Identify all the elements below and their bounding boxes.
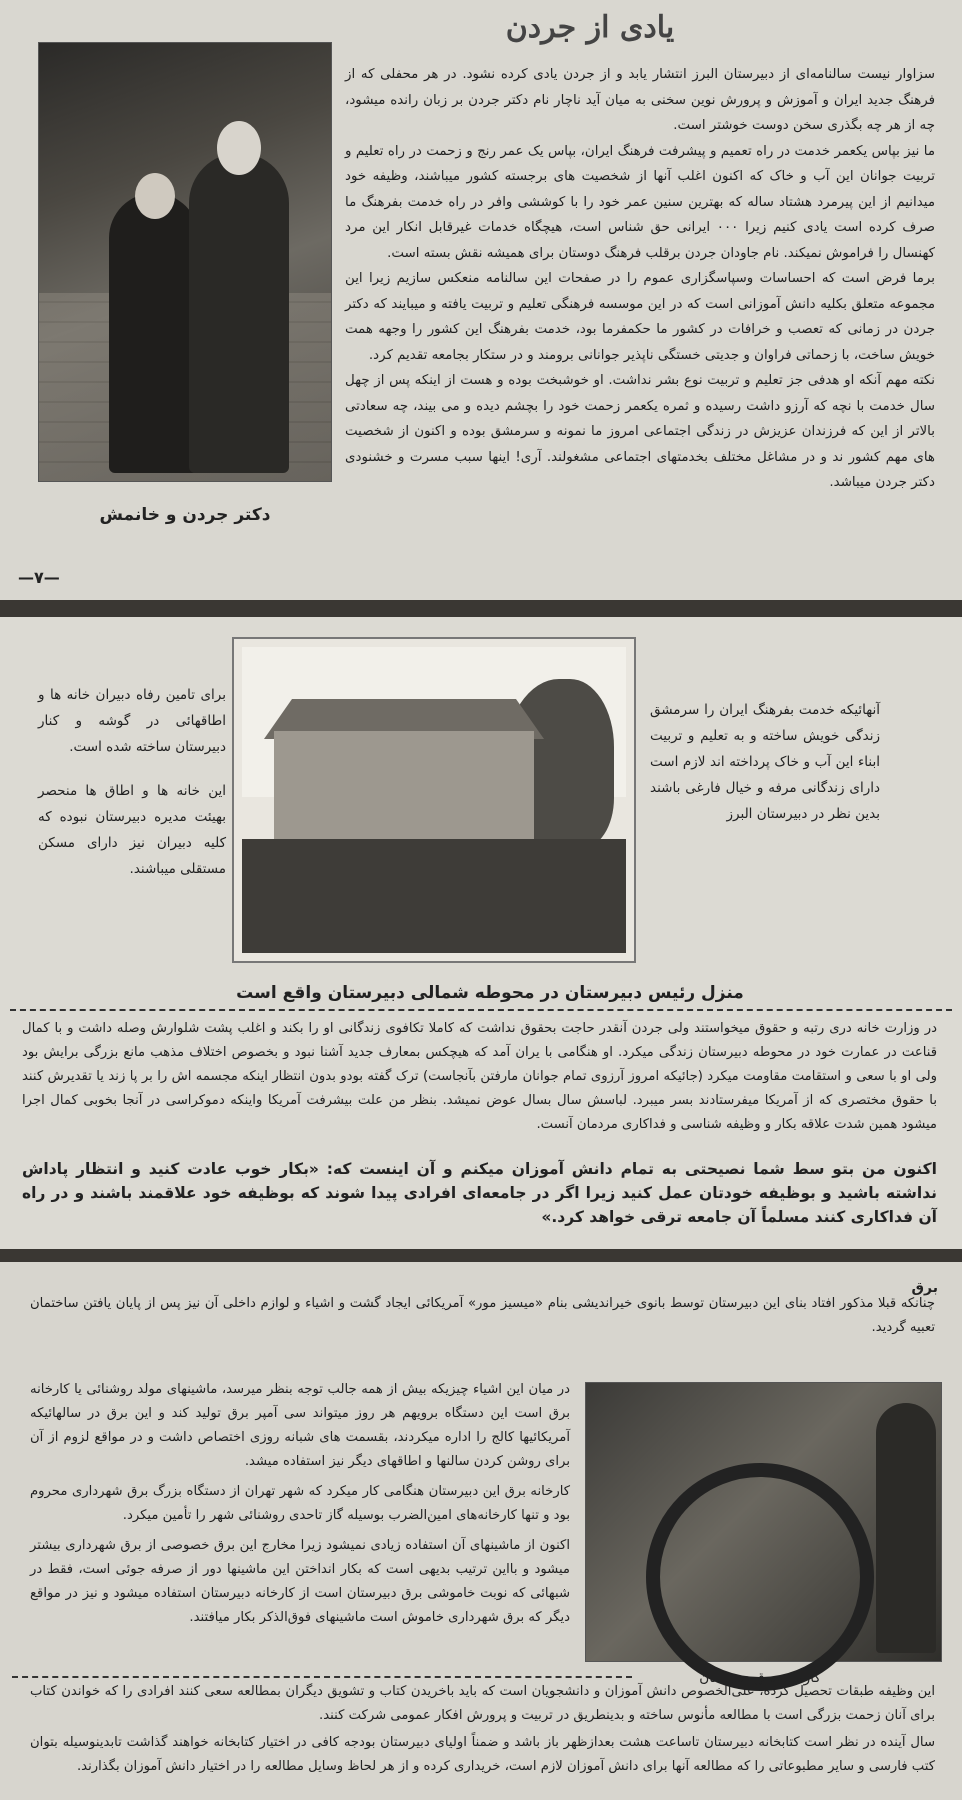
page-3 xyxy=(0,1262,962,1800)
photo-caption: کارخانه برق دبیرستان xyxy=(699,1670,821,1686)
photo-caption: دکتر جردن و خانمش xyxy=(99,505,271,525)
photo-figure-man-head xyxy=(217,121,261,175)
article-body xyxy=(30,1378,570,1636)
left-column-text xyxy=(38,682,226,900)
photo-figure-woman xyxy=(109,193,199,473)
intro-paragraph: چنانکه قبلا مذکور افتاد بنای این دبیرستان توسط بانوی خیراندیشی بنام «میسیز مور» آمریکائی ایجاد گشت و اشیاء و لوازم داخلی آن نیز پس از پایان یافتن ساختمان تعبیه گردید. xyxy=(30,1296,935,1335)
power-plant-photo xyxy=(585,1382,942,1662)
divider xyxy=(12,1676,632,1678)
paragraph: سال آینده در نظر است کتابخانه دبیرستان تاساعت هشت بعدازظهر باز باشد و ضمناً اولیای دبیرستان بودجه کافی در اختیار کتابخانه خواهند گذاشت تابدینوسیله بتوان کتب فارسی و سایر مطبوعاتی را که مطالعه آنها برای دانش آموزان لازم است، خریداری کرده و از هر لحاظ وسایل مطالعه را در اختیار دانش آموزان بگذارند. xyxy=(30,1735,935,1774)
page-number: —۷— xyxy=(18,568,60,587)
paragraph: کارخانه برق این دبیرستان هنگامی کار میکرد که شهر تهران از دستگاه بزرگ برق شهرداری محروم بود و تنها کارخانه‌های امین‌الضرب بوسیله گاز تاحدی روشنائی شهر را تأمین میکرد. xyxy=(30,1484,570,1523)
photo-flywheel xyxy=(646,1463,874,1691)
principal-house-photo xyxy=(232,637,636,963)
page-2 xyxy=(0,617,962,1249)
paragraph: این وظیفه طبقات تحصیل کرده، علی‌الخصوص دانش آموزان و دانشجویان است که باید باخریدن کتاب و تشویق دیگران بمطالعه سعی کنند افرادی را که خواندن کتاب برای آنان زحمت بزرگی است با مطالعه مأنوس ساخته و بدینطریق در تربیت و پرورش افکار عمومی شرکت کنند. xyxy=(30,1684,935,1723)
paragraph: اکنون از ماشینهای آن استفاده زیادی نمیشود زیرا مخارج این برق خصوصی از برق شهرداری بیشتر میشود و بااین ترتیب بدیهی است که بکار انداختن این ماشینها دور از صرفه جوئی است، فقط در شبهائی که نوبت خاموشی برق دبیرستان است از کارخانه دبیرستان استفاده میشود و نیز در مواقع دیگر که برق شهرداری خاموش است ماشینهای فوق‌الذکر بکار میافتند. xyxy=(30,1538,570,1625)
paragraph: اکنون من بتو سط شما نصیحتی به تمام دانش آموزان میکنم و آن اینست که: «بکار خوب عادت کنید و انتظار پاداش نداشته باشید و بوظیفه خودتان عمل کنید زیرا اگر در جامعه‌ای افرادی پیدا شوند که بوظیفه خود علاقمند باشند و در راه آن فداکاری کنند مسلماً آن جامعه ترقی خواهد کرد.» xyxy=(22,1160,937,1226)
paragraph: در میان این اشیاء چیزیکه بیش از همه جالب توجه بنظر میرسد، ماشینهای مولد روشنائی یا کارخانه برق است این دستگاه برویهم هر روز میتواند سی آمپر برق تولید کند و این برق در سالهائیکه آمریکائیها کالج را اداره میکردند، بقسمت های شبانه روزی اختصاص داشت و در مواقع لزوم از آن برای روشن کردن سالنها و اطاقهای دیگر نیز استفاده میشد. xyxy=(30,1382,570,1469)
paragraph: ما نیز بپاس یکعمر خدمت در راه تعمیم و پیشرفت فرهنگ ایران، بپاس یک عمر رنج و زحمت در راه تعلیم و تربیت جوانان این آب و خاک که اکنون اغلب آنها از شخصیت های برجسته کشور میباشند، وظیفه خود میدانیم از این پیرمرد هشتاد ساله که بهترین سنین عمر خود را با کوششی وافر در راه خدمت بفرهنگ ما صرف کرده است یادی کنیم زیرا ۰۰۰ ایرانی حق شناس است، هیچگاه خدمات غیرقابل انکار این مرد کهنسال را فراموش نمیکند. نام جاودان جردن برقلب فرهنگ دوستان برای همیشه نقش بسته است. xyxy=(345,143,935,261)
paragraph: برای تامین رفاه دبیران خانه ها و اطاقهائی در گوشه و کنار دبیرستان ساخته شده است. xyxy=(38,687,226,755)
photo-house xyxy=(274,731,534,851)
library-section xyxy=(30,1680,935,1782)
article-body xyxy=(345,62,935,496)
paragraph: در وزارت خانه دری رتبه و حقوق میخواستند ولی جردن آنقدر حاجت بحقوق نداشت که کاملا تکافوی زندگانی او را بکند و اغلب پشت شلوارش وصله داشت و با کمال قناعت در عمارت خود در محوطه دبیرستان زندگی میکرد. او هنگامی با یران آمد که هیچکس بمعارف جدید آشنا نبود و بخصوص اختلاف مذهب مانع بزرگی برایش بود ولی او با سعی و استقامت مقاومت میکرد (جائیکه امروز آرزوی تمام جوانان مارفتن بآنجاست) ترک گفته بودو بدون انتظار اینکه مجسمه اش را بر پا زند یا تقدیرش کنند با حقوق مختصری که از آمریکا میفرستادند بسر میبرد. لباسش سال بسال عوض نمیشد. بنظر من علت بیشرفت آمریکا واینکه دموکراسی در آنجا بخوبی کمال اجرا میشود همین شدت علاقه بکار و وظیفه شناسی و فداکاری مردمان آنست. xyxy=(22,1021,937,1132)
paragraph: این خانه ها و اطاق ها منحصر بهیئت مدیره دبیرستان نبوده که کلیه دبیران نیز دارای مسکن مستقلی میباشند. xyxy=(38,783,226,877)
article-body xyxy=(22,1017,937,1137)
photo-figure xyxy=(876,1403,936,1653)
right-column-text: آنهائیکه خدمت بفرهنگ ایران را سرمشق زندگی خویش ساخته و به تعلیم و تربیت ابناء این آب و خاک پرداخته اند لازم است دارای زندگانی مرفه و خیال فارغی باشند بدین نظر در دبیرستان البرز xyxy=(650,702,880,822)
paragraph: سزاوار نیست سالنامه‌ای از دبیرستان البرز انتشار یابد و از جردن یادی کرده نشود. در هر محفلی که از فرهنگ جدید ایران و آموزش و پرورش نوین سخنی به میان آید ناچار نام دکتر جردن بر زبان رانده میشود، چه از هر چه بگذری سخن دوست خوشتر است. xyxy=(345,67,935,133)
advice-quote xyxy=(22,1157,937,1229)
article-title: یادی از جردن xyxy=(505,10,675,45)
jordan-and-wife-photo xyxy=(38,42,332,482)
paragraph: برما فرض است که احساسات وسپاسگزاری عموم را در صفحات این سالنامه منعکس سازیم زیرا این مجموعه متعلق بکلیه دانش آموزانی است که در این موسسه فرهنگی تعلیم و تربیت یافته و میبایند که دکتر جردن در زمانی که تعصب و خرافات در کشور ما حکمفرما بود، خدمت بفرهنگ این کشور را وجهه همت خویش ساخت، با زحماتی فراوان و جدیتی خستگی ناپذیر جوانانی برومند و در ستکار بجامعه تقدیم کرد. xyxy=(345,271,935,363)
photo-garden xyxy=(242,839,626,953)
divider xyxy=(10,1009,952,1011)
photo-figure-man xyxy=(189,153,289,473)
paragraph: نکته مهم آنکه او هدفی جز تعلیم و تربیت نوع بشر نداشت. او خوشبخت بوده و هست از اینکه پس از چهل سال خدمت با نچه که آرزو داشت رسیده و ثمره یکعمر زحمت خود را بچشم دیده و می بیند، چه سعادتی بالاتر از این که فرزندان عزیزش در زندگی اجتماعی امروز ما نمونه و سرمشق بوده و اکنون از شخصیت های مهم کشور ند و در مشاغل مختلف بخدمتهای اجتماعی مشغولند. آری! اینها سبب مسرت و خشنودی دکتر جردن میباشد. xyxy=(345,373,935,490)
photo-caption: منزل رئیس دبیرستان در محوطه شمالی دبیرستان واقع است xyxy=(236,983,744,1003)
photo-figure-woman-head xyxy=(135,173,175,219)
page-1 xyxy=(0,0,962,600)
section-title: برق xyxy=(911,1280,938,1296)
